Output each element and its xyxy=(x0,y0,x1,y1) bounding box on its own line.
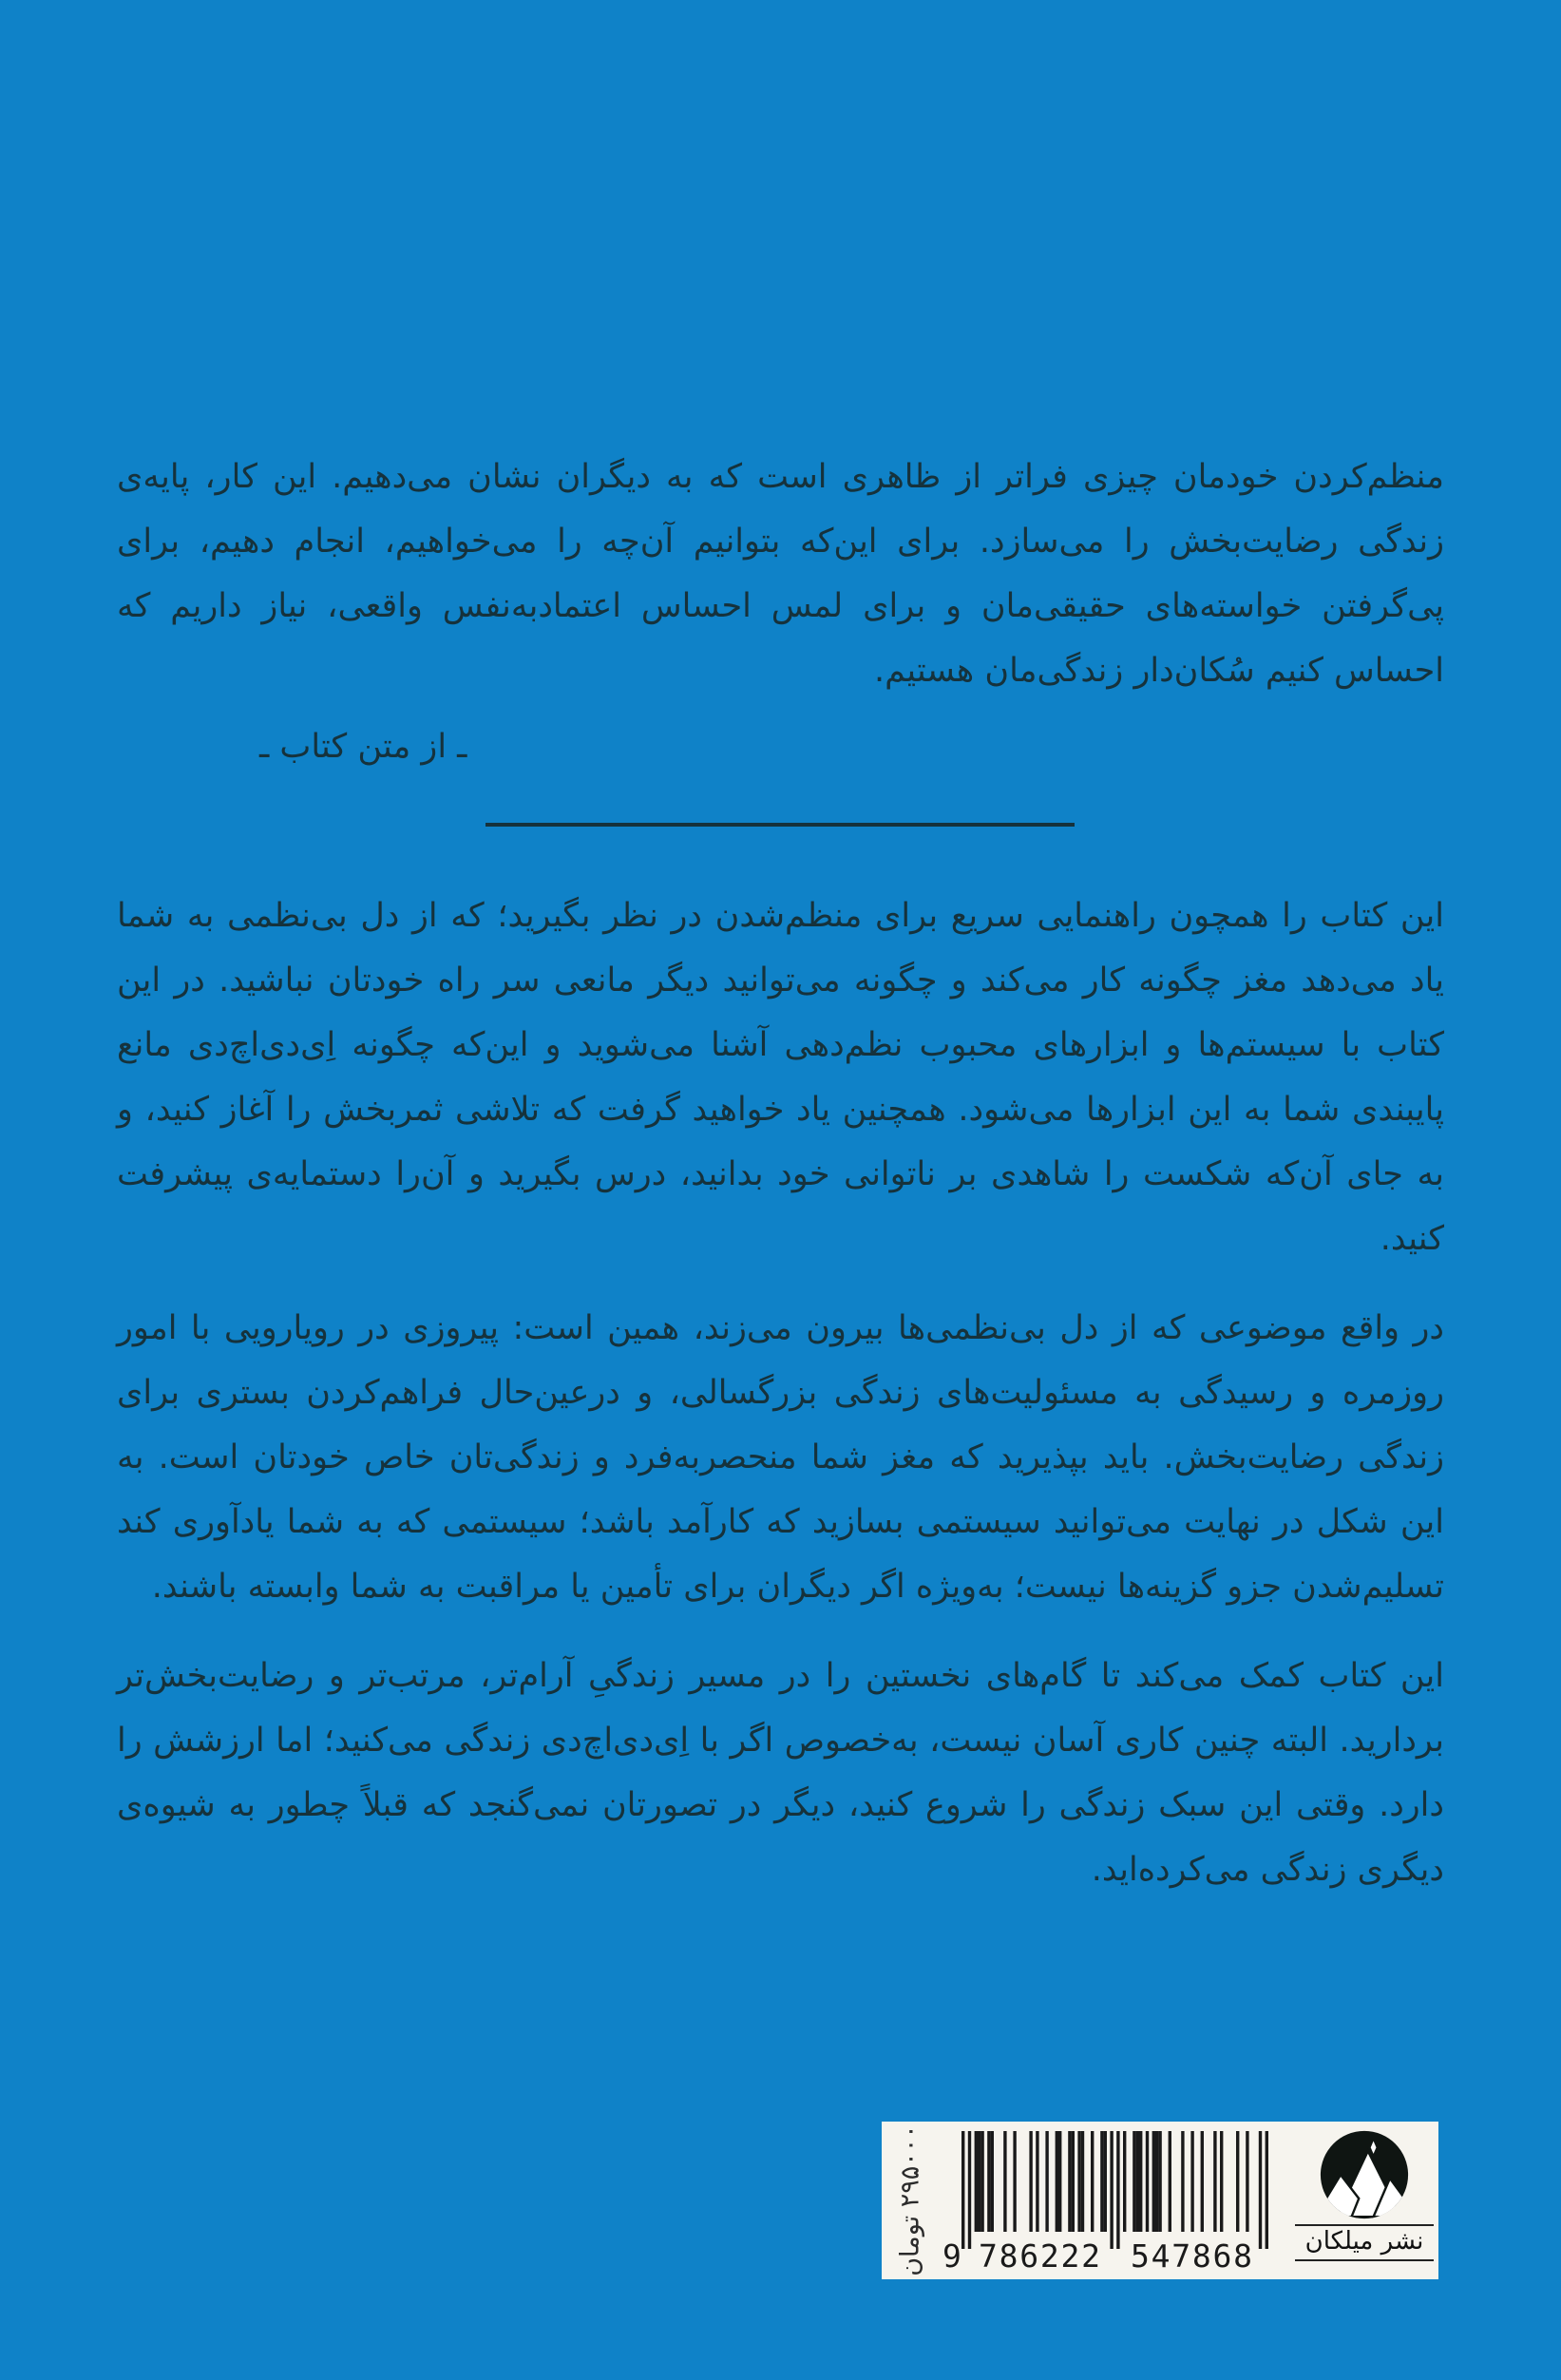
barcode-lead-digit: 9 xyxy=(942,2237,961,2272)
publisher-name: نشر میلکان xyxy=(1295,2224,1434,2261)
mountains-icon xyxy=(1319,2129,1410,2220)
description-block xyxy=(117,884,1444,1927)
description-paragraph-3: این کتاب کمک می‌کند تا گام‌های نخستین را در مسیر زندگیِ آرام‌تر، مرتب‌تر و رضایت‌بخش‌تر بردارید. البته چنین کاری آسان نیست، به‌خصوص اگر با اِی‌دی‌اچ‌دی زندگی می‌کنید؛ اما ارزشش را دارد. وقتی این سبک زندگی را شروع کنید، دیگر در تصورتان نمی‌گنجد که قبلاً چطور به شیوه‌ی دیگری زندگی می‌کرده‌اید. xyxy=(117,1657,1444,1889)
quote-attribution: ـ از متن کتاب ـ xyxy=(259,728,467,766)
barcode-digits-left: 786222 xyxy=(979,2237,1100,2272)
publisher-logo xyxy=(1290,2122,1438,2279)
description-paragraph-1: این کتاب را همچون راهنمایی سریع برای منظم‌شدن در نظر بگیرید؛ که از دل بی‌نظمی به شما یاد می‌دهد مغز چگونه کار می‌کند و چگونه می‌توانید دیگر مانعی سر راه خودتان نباشید. در این کتاب با سیستم‌ها و ابزارهای محبوب نظم‌دهی آشنا می‌شوید و این‌که چگونه اِی‌دی‌اچ‌دی مانع پایبندی شما به این ابزارها می‌شود. همچنین یاد خواهید گرفت که تلاشی ثمربخش را آغاز کنید، و به جای آن‌که شکست را شاهدی بر ناتوانی خود بدانید، درس بگیرید و آن‌را دستمایه‌ی پیشرفت کنید. xyxy=(117,897,1444,1258)
barcode-bars xyxy=(961,2131,1268,2249)
divider-line xyxy=(485,823,1075,827)
description-paragraph-2: در واقع موضوعی که از دل بی‌نظمی‌ها بیرون می‌زند، همین است: پیروزی در رویارویی با امور روزمره و رسیدگی به مسئولیت‌های زندگی بزرگسالی، و درعین‌حال فراهم‌کردن بستری برای زندگی رضایت‌بخش. باید بپذیرید که مغز شما منحصربه‌فرد و زندگی‌تان خاص خودتان است. به این شکل در نهایت می‌توانید سیستمی بسازید که کارآمد باشد؛ سیستمی که به شما یادآوری کند تسلیم‌شدن جزو گزینه‌ها نیست؛ به‌ویژه اگر دیگران برای تأمین یا مراقبت به شما وابسته باشند. xyxy=(117,1309,1444,1606)
barcode-digits-right: 547868 xyxy=(1131,2237,1252,2272)
barcode-svg xyxy=(941,2131,1268,2272)
price-column xyxy=(882,2122,939,2279)
price-isbn-label xyxy=(882,2122,1438,2279)
quote-block xyxy=(117,445,1444,799)
price-text: ۲۹۵۰۰۰ تومان xyxy=(895,2124,925,2276)
quote-text: منظم‌کردن خودمان چیزی فراتر از ظاهری است که به دیگران نشان می‌دهیم. این کار، پایه‌ی زندگی رضایت‌بخش را می‌سازد. برای این‌که بتوانیم آن‌چه را می‌خواهیم، انجام دهیم، برای پی‌گرفتن خواسته‌های حقیقی‌مان و برای لمس احساس اعتمادبه‌نفس واقعی، نیاز داریم که احساس کنیم سُکان‌دار زندگی‌مان هستیم. xyxy=(117,458,1444,690)
barcode xyxy=(939,2122,1290,2279)
